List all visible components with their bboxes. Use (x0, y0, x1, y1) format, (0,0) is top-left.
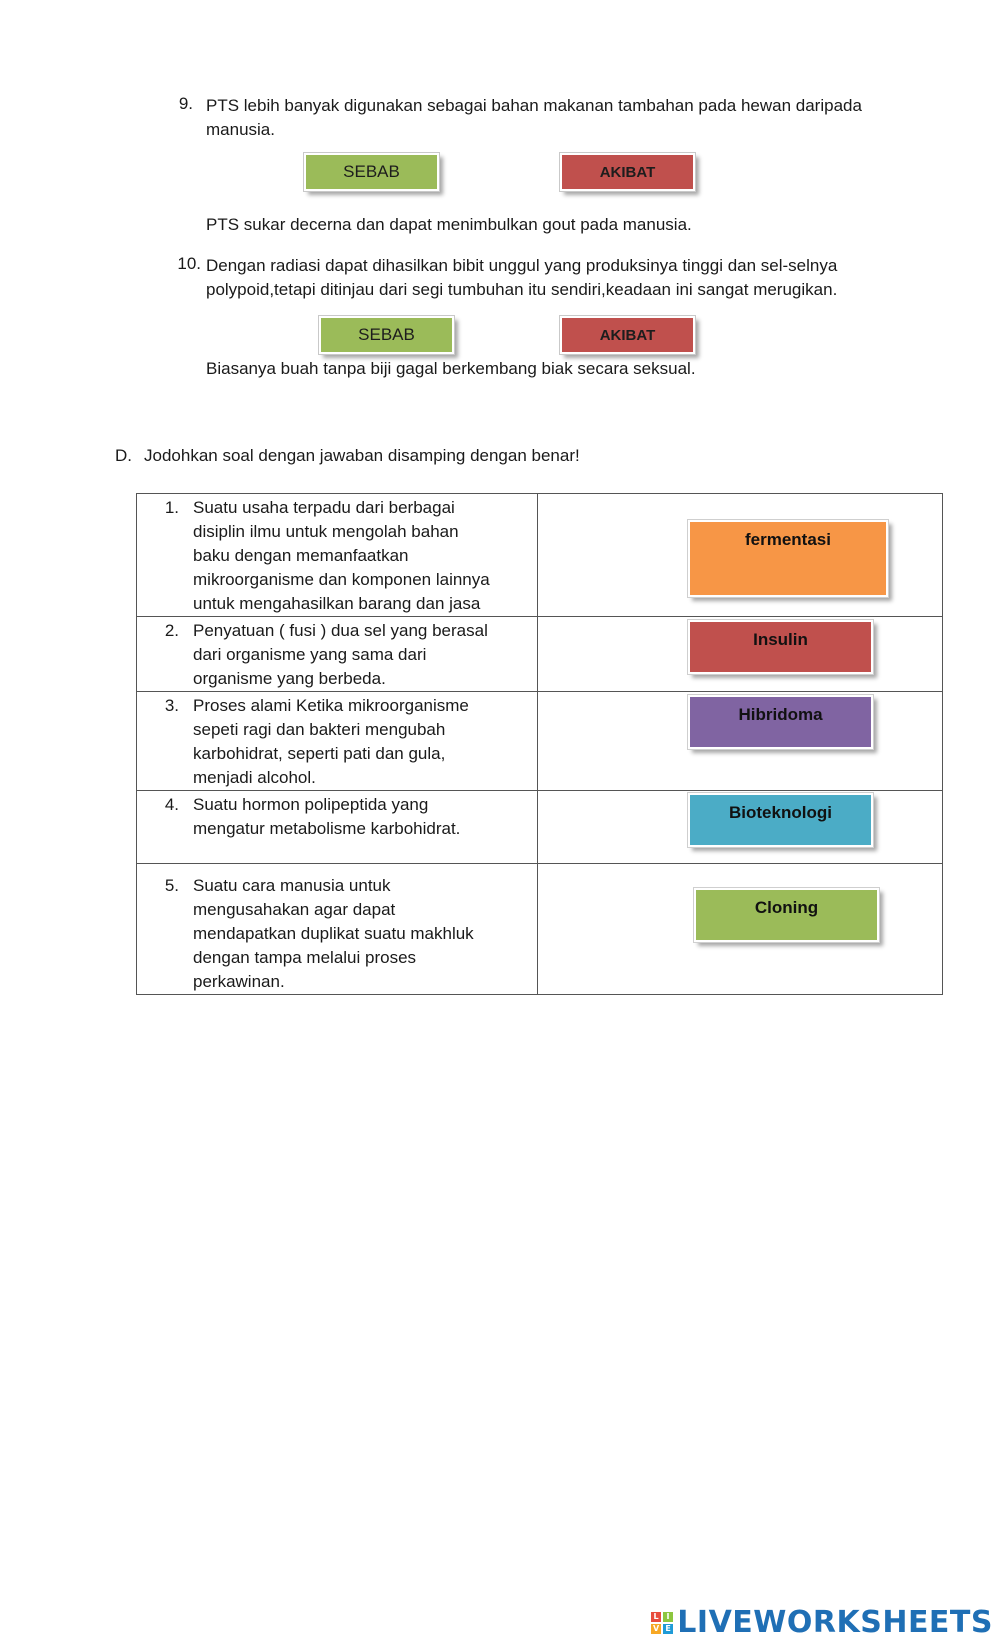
item-line: sepeti ragi dan bakteri mengubah (193, 720, 446, 739)
item-line: untuk mengahasilkan barang dan jasa (193, 594, 481, 613)
item-line: disiplin ilmu untuk mengolah bahan (193, 522, 459, 541)
question-9-sebab-button[interactable]: SEBAB (304, 153, 439, 191)
item-line: Penyatuan ( fusi ) dua sel yang berasal (193, 621, 488, 640)
section-d-instruction: Jodohkan soal dengan jawaban disamping dengan benar! (144, 446, 580, 465)
item-text (193, 619, 523, 691)
answer-fermentasi[interactable]: fermentasi (688, 520, 888, 597)
item-number: 3. (164, 696, 179, 715)
question-cell (137, 494, 538, 617)
question-10-sebab-button[interactable]: SEBAB (319, 316, 454, 354)
item-number: 2. (164, 621, 179, 640)
question-9-answer: PTS sukar decerna dan dapat menimbulkan gout pada manusia. (206, 215, 692, 234)
item-line: dari organisme yang sama dari (193, 645, 427, 664)
question-9-number: 9. (178, 94, 193, 113)
answer-cloning[interactable]: Cloning (694, 888, 879, 942)
item-line: mengusahakan agar dapat (193, 900, 396, 919)
liveworksheets-logo-icon (651, 1612, 673, 1634)
logo-letter: V (652, 1623, 660, 1633)
item-line: organisme yang berbeda. (193, 669, 386, 688)
question-9-text (206, 94, 966, 142)
item-number: 5. (164, 876, 179, 895)
item-line: mendapatkan duplikat suatu makhluk (193, 924, 474, 943)
item-number: 4. (164, 795, 179, 814)
question-10-number: 10. (177, 254, 201, 273)
question-10-line-1: Dengan radiasi dapat dihasilkan bibit unggul yang produksinya tinggi dan sel-selnya (206, 256, 838, 275)
item-line: dengan tampa melalui proses (193, 948, 417, 967)
question-10-text (206, 254, 986, 302)
question-cell (137, 617, 538, 692)
question-cell (137, 864, 538, 995)
logo-letter: I (663, 1612, 673, 1622)
item-line: Suatu usaha terpadu dari berbagai (193, 498, 455, 517)
item-line: perkawinan. (193, 972, 285, 991)
item-text (193, 793, 523, 841)
answer-insulin[interactable]: Insulin (688, 620, 873, 674)
question-9-akibat-button[interactable]: AKIBAT (560, 153, 695, 191)
liveworksheets-logo-text: LIVEWORKSHEETS (677, 1605, 993, 1640)
item-line: karbohidrat, seperti pati dan gula, (193, 744, 446, 763)
logo-letter: E (663, 1624, 673, 1634)
item-line: mikroorganisme dan komponen lainnya (193, 570, 490, 589)
question-10-akibat-button[interactable]: AKIBAT (560, 316, 695, 354)
answer-hibridoma[interactable]: Hibridoma (688, 695, 873, 749)
question-10-answer: Biasanya buah tanpa biji gagal berkembang biak secara seksual. (206, 359, 696, 378)
item-text (193, 496, 523, 616)
item-line: baku dengan memanfaatkan (193, 546, 409, 565)
question-9-line-2: manusia. (206, 120, 275, 139)
question-cell (137, 791, 538, 864)
item-line: Suatu cara manusia untuk (193, 876, 391, 895)
item-line: menjadi alcohol. (193, 768, 316, 787)
item-line: Suatu hormon polipeptida yang (193, 795, 429, 814)
question-9-line-1: PTS lebih banyak digunakan sebagai bahan makanan tambahan pada hewan daripada (206, 96, 862, 115)
item-line: Proses alami Ketika mikroorganisme (193, 696, 469, 715)
item-line: mengatur metabolisme karbohidrat. (193, 819, 461, 838)
item-text (193, 694, 523, 790)
answer-bioteknologi[interactable]: Bioteknologi (688, 793, 873, 847)
section-d-label: D. (115, 446, 132, 465)
question-cell (137, 692, 538, 791)
question-10-line-2: polypoid,tetapi ditinjau dari segi tumbuhan itu sendiri,keadaan ini sangat merugikan. (206, 280, 838, 299)
item-text (193, 874, 523, 994)
logo-letter: L (651, 1612, 661, 1622)
liveworksheets-logo (651, 1605, 993, 1640)
item-number: 1. (164, 498, 179, 517)
